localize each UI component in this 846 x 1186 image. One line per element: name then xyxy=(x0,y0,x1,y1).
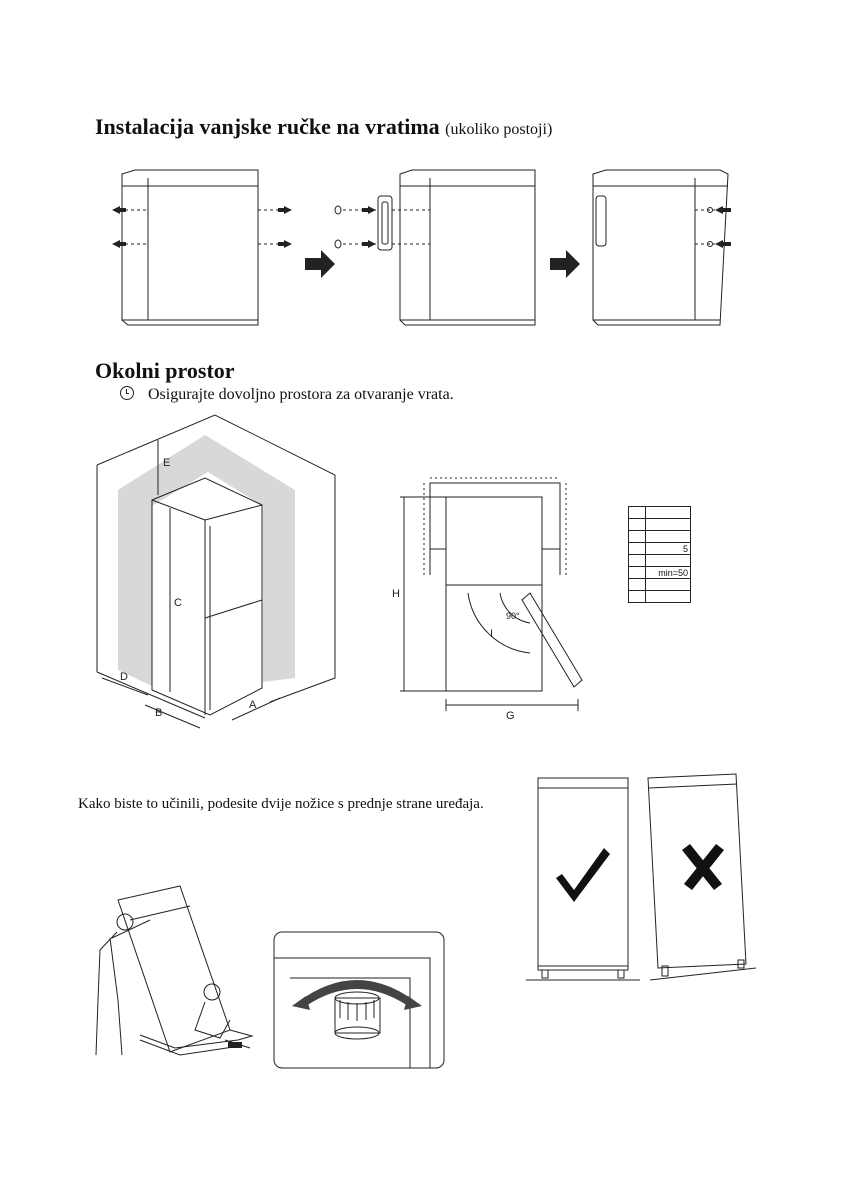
handle-install-illustration xyxy=(0,160,846,360)
section-title-handle-installation xyxy=(95,114,552,140)
dim-label-e: E xyxy=(163,457,171,469)
fridge-step-3 xyxy=(593,170,728,325)
section-title-surroundings: Okolni prostor xyxy=(95,358,235,383)
table-row xyxy=(629,591,691,603)
dim-label-c: C xyxy=(174,597,182,609)
top-view-clearance-diagram xyxy=(0,475,846,735)
door-angle-label: 90° xyxy=(506,611,520,621)
dim-label-b: B xyxy=(155,707,163,719)
table-row xyxy=(629,507,691,519)
level-check-illustration xyxy=(0,770,846,1000)
table-row xyxy=(629,531,691,543)
table-row xyxy=(629,555,691,567)
checkmark-icon xyxy=(556,848,610,902)
fridge-step-1 xyxy=(122,170,258,325)
step-arrow-2 xyxy=(550,250,580,278)
step-arrow-1 xyxy=(305,250,335,278)
table-row xyxy=(629,579,691,591)
fridge-step-2 xyxy=(378,170,535,325)
section-title-text: Instalacija vanjske ručke na vratima xyxy=(95,114,440,139)
table-row xyxy=(629,519,691,531)
clock-icon xyxy=(120,386,134,400)
section-subtitle: (ukoliko postoji) xyxy=(445,121,553,138)
table-row: min=50 xyxy=(629,567,691,579)
dim-label-h: H xyxy=(392,588,400,600)
dimension-table xyxy=(628,506,691,603)
leveling-instruction: Kako biste to učinili, podesite dvije nožice s prednje strane uređaja. xyxy=(78,796,484,812)
cross-icon xyxy=(682,844,724,890)
dim-label-a: A xyxy=(249,699,257,711)
table-row: 5 xyxy=(629,543,691,555)
dim-label-d: D xyxy=(120,671,128,683)
clearance-note-text: Osigurajte dovoljno prostora za otvaranje vrata. xyxy=(148,386,454,403)
dim-label-g: G xyxy=(506,710,515,722)
clearance-note xyxy=(120,386,454,404)
dim-label-i: I xyxy=(490,628,494,640)
